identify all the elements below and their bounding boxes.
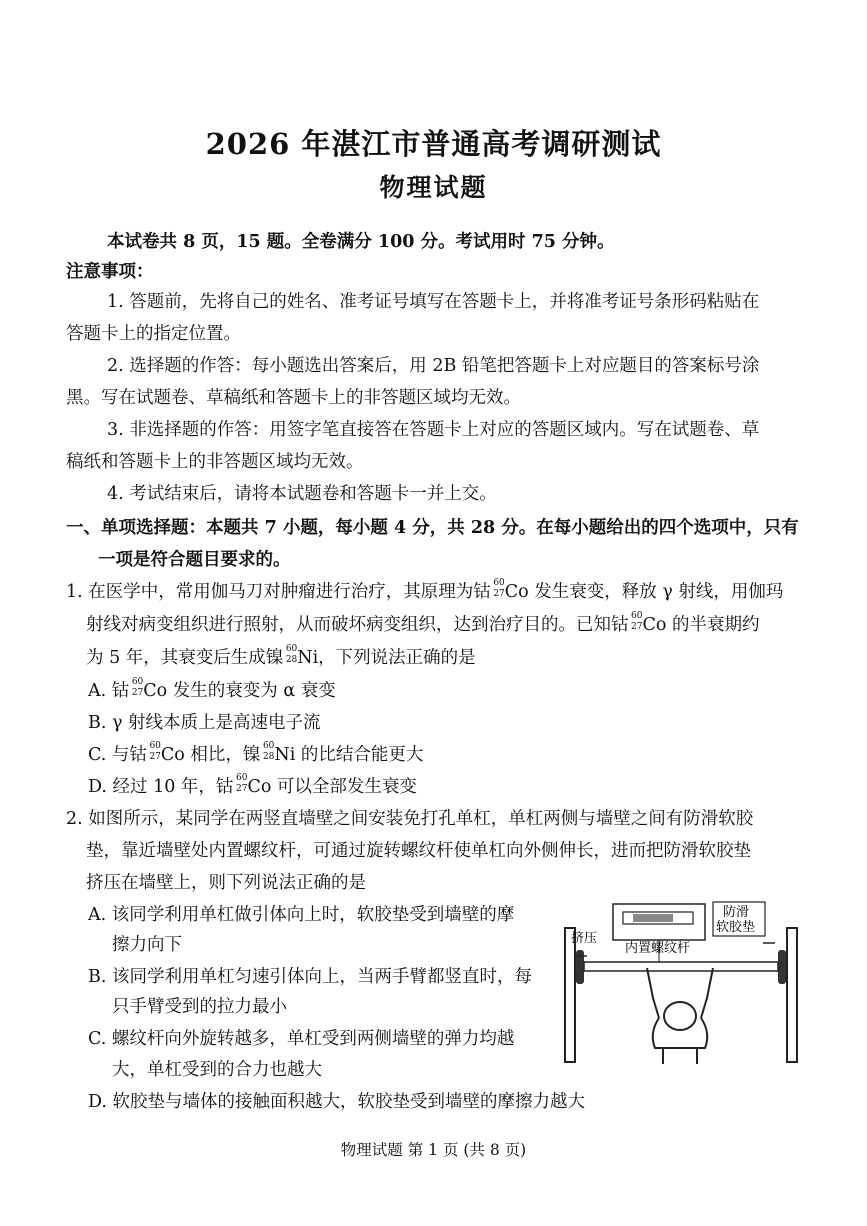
q2-line-2: 垫，靠近墙壁处内置螺纹杆，可通过旋转螺纹杆使单杠向外侧伸长，进而把防滑软胶垫 — [86, 841, 751, 861]
exam-intro: 本试卷共 8 页，15 题。全卷满分 100 分。考试用时 75 分钟。 — [107, 232, 615, 252]
page-footer: 物理试题 第 1 页 (共 8 页) — [340, 1141, 527, 1159]
note-1-line-1: 1. 答题前，先将自己的姓名、准考证号填写在答题卡上，并将准考证号条形码粘贴在 — [107, 292, 760, 312]
cobalt-isotope: 60 27 — [149, 741, 161, 762]
bar — [584, 962, 778, 971]
nickel-isotope: 60 28 — [285, 644, 298, 665]
q2-option-c-line-1: C. 螺纹杆向外旋转越多，单杠受到两侧墙壁的弹力均越 — [88, 1029, 515, 1049]
q2-option-a-line-2: 擦力向下 — [112, 935, 182, 955]
q2-option-a-line-1: A. 该同学利用单杠做引体向上时，软胶垫受到墙壁的摩 — [88, 905, 515, 925]
screw-rod — [633, 914, 673, 922]
q1-line-2: 射线对病变组织进行照射，从而破坏病变组织，达到治疗目的。已知钴 60 27 Co 的半衰期约 — [86, 611, 760, 635]
cobalt-isotope: 60 27 — [131, 677, 144, 698]
note-4: 4. 考试结束后，请将本试题卷和答题卡一并上交。 — [107, 484, 497, 504]
q1-line-1: 1. 在医学中，常用伽马刀对肿瘤进行治疗，其原理为钴 60 27 Co 发生衰变，释放 γ 射线，用伽玛 — [66, 578, 784, 602]
q1-option-a: A. 钴 60 27 Co 发生的衰变为 α 衰变 — [88, 677, 336, 701]
cobalt-isotope: 60 27 — [235, 773, 248, 794]
nickel-isotope: 60 28 — [262, 741, 275, 762]
pullup-bar-diagram — [563, 898, 803, 1066]
label-pad-1: 防滑 — [723, 905, 750, 920]
left-wall — [565, 928, 575, 1062]
note-3-line-2: 稿纸和答题卡上的非答题区域均无效。 — [66, 452, 364, 472]
notes-heading: 注意事项： — [66, 262, 154, 282]
left-pad — [576, 950, 584, 984]
q2-line-1: 2. 如图所示，某同学在两竖直墙壁之间安装免打孔单杠，单杠两侧与墙壁之间有防滑软胶 — [66, 809, 754, 829]
pullup-bar-figure — [563, 898, 803, 1066]
q1-option-c: C. 与钴 60 27 Co 相比，镍 60 28 Ni 的比结合能更大 — [88, 741, 424, 765]
note-1-line-2: 答题卡上的指定位置。 — [66, 324, 241, 344]
person-figure — [647, 968, 713, 1064]
page-subtitle: 物理试题 — [379, 173, 488, 202]
q2-option-c-line-2: 大，单杠受到的合力也越大 — [112, 1060, 322, 1080]
q1-option-d: D. 经过 10 年，钴 60 27 Co 可以全部发生衰变 — [88, 773, 417, 797]
q1-line-3: 为 5 年，其衰变后生成镍 60 28 Ni，下列说法正确的是 — [86, 644, 476, 668]
note-2-line-2: 黑。写在试题卷、草稿纸和答题卡上的非答题区域均无效。 — [66, 388, 521, 408]
q2-line-3: 挤压在墙壁上，则下列说法正确的是 — [86, 873, 366, 893]
right-wall — [787, 928, 797, 1062]
label-pad-2: 软胶垫 — [716, 920, 756, 935]
note-2-line-1: 2. 选择题的作答：每小题选出答案后，用 2B 铅笔把答题卡上对应题目的答案标号涂 — [107, 356, 760, 376]
label-squeeze: 挤压 — [571, 931, 598, 946]
note-3-line-1: 3. 非选择题的作答：用签字笔直接答在答题卡上对应的答题区域内。写在试题卷、草 — [107, 420, 760, 440]
label-screw-rod: 内置螺纹杆 — [625, 941, 691, 956]
q2-option-b-line-2: 只手臂受到的拉力最小 — [112, 997, 287, 1017]
section-1-heading-cont: 一项是符合题目要求的。 — [98, 550, 291, 570]
q2-option-d: D. 软胶垫与墙体的接触面积越大，软胶垫受到墙壁的摩擦力越大 — [88, 1092, 586, 1112]
page-title: 2026 年湛江市普通高考调研测试 — [205, 127, 662, 161]
right-pad — [778, 950, 786, 984]
section-1-heading: 一、单项选择题：本题共 7 小题，每小题 4 分，共 28 分。在每小题给出的四个选项中，只有 — [66, 518, 799, 538]
q1-option-b: B. γ 射线本质上是高速电子流 — [88, 713, 321, 733]
cobalt-isotope: 60 27 — [631, 611, 643, 632]
cobalt-isotope: 60 27 — [493, 578, 505, 599]
q2-option-b-line-1: B. 该同学利用单杠匀速引体向上，当两手臂都竖直时，每 — [88, 967, 532, 987]
